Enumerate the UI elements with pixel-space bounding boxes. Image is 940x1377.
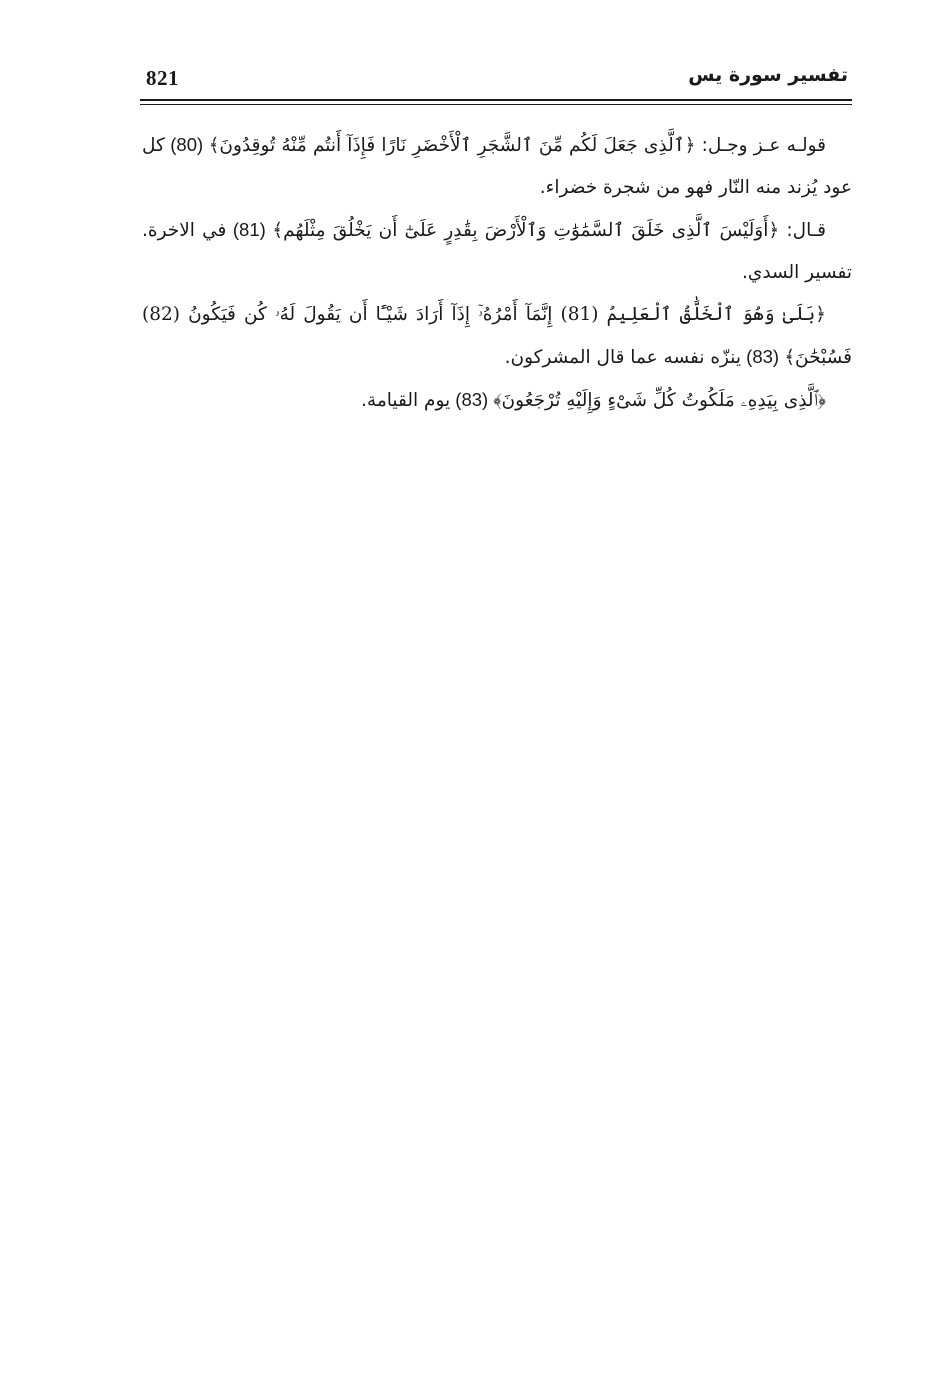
quran-verse: ﴿أَوَلَيْسَ ٱلَّذِى خَلَقَ ٱلسَّمَٰوَٰتِ وَٱلْأَرْضَ بِقَٰدِرٍ عَلَىٰٓ أَن يَخْلُقَ مِثْلَهُم﴾ xyxy=(272,220,780,241)
commentary: في الاخرة. تفسير السدي. xyxy=(142,220,852,283)
quran-verse: ﴿ٱلَّذِى جَعَلَ لَكُم مِّنَ ٱلشَّجَرِ ٱلْأَخْضَرِ نَارًا فَإِذَآ أَنتُم مِّنْهُ تُوقِدُونَ﴾ xyxy=(208,135,696,156)
commentary: يوم القيامة. xyxy=(361,390,451,411)
paragraph-4 xyxy=(142,379,852,422)
paragraph-2 xyxy=(142,209,852,294)
header-rule-thin xyxy=(140,104,852,105)
header-rule-thick xyxy=(140,99,852,101)
page-number: 821 xyxy=(146,66,179,90)
verse-number: (83) xyxy=(450,389,494,410)
commentary: ينزّه نفسه عما قال المشركون. xyxy=(504,347,741,368)
paragraph-3 xyxy=(142,294,852,379)
quran-verse: ﴿بَلَىٰ وَهُوَ ٱلْخَلَّٰقُ ٱلْعَلِيمُ (81) إِنَّمَآ أَمْرُهُۥٓ إِذَآ أَرَادَ شَيْـًٔا أَن يَقُولَ لَهُۥ كُن فَيَكُونُ (82) فَسُبْحَٰنَ﴾ xyxy=(142,304,852,368)
verse-number: (81) xyxy=(226,219,273,240)
running-title: تفسير سورة يس xyxy=(688,64,848,86)
verse-number: (83) xyxy=(741,346,785,367)
verse-number: (80) xyxy=(164,134,209,155)
quran-verse: ﴿ٱلَّذِى بِيَدِهِۦ مَلَكُوتُ كُلِّ شَىْءٍ وَإِلَيْهِ تُرْجَعُونَ﴾ xyxy=(493,390,826,411)
paragraph-lead: قولـه عـز وجـل: xyxy=(695,135,826,156)
body-text xyxy=(142,124,852,422)
paragraph-1 xyxy=(142,124,852,209)
page-header xyxy=(140,58,852,98)
commentary: كل عود يُزند منه النّار فهو من شجرة خضراء. xyxy=(142,135,852,198)
paragraph-lead: قـال: xyxy=(779,220,826,241)
